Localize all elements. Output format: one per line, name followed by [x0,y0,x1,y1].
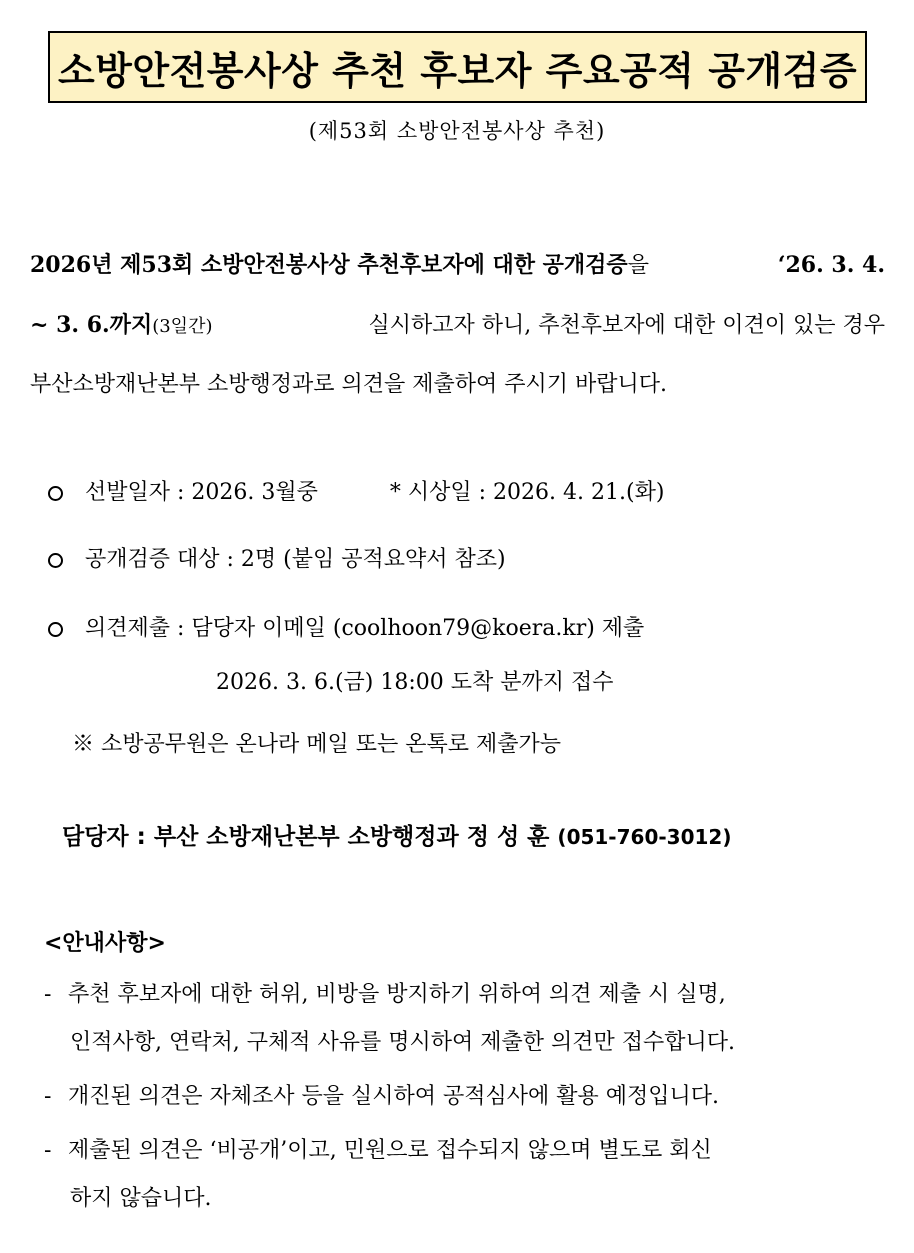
selection-item [48,478,664,508]
intro-end-date: ~ 3. 6.까지 [30,312,153,338]
intro-line1-rest: 을 [627,253,649,278]
intro-line2-text: 실시하고자 하니, 추천후보자에 대한 이견이 있는 경우 [368,313,885,338]
bullet-circle-icon [48,553,63,568]
intro-line-2 [30,310,885,342]
page-title: 소방안전봉사상 추천 후보자 주요공적 공개검증 [57,48,858,93]
title-box [48,31,867,103]
dash-icon: - [44,1084,52,1109]
target-item [48,545,506,575]
page-subtitle: (제53회 소방안전봉사상 추천) [308,119,606,143]
intro-line2-period [30,310,212,342]
intro-start-date: ‘26. 3. 4. [777,252,885,278]
notice-item-3 [44,1136,712,1166]
bullet-circle-icon [48,622,63,637]
intro-line1-main [30,250,649,281]
dash-icon: - [44,1138,52,1163]
selection-date: 선발일자 : 2026. 3월중 [85,480,318,505]
ceremony-date: * 시상일 : 2026. 4. 21.(화) [389,480,665,505]
contact-info [62,818,731,851]
intro-line-1 [30,250,885,281]
bullet-circle-icon [48,486,63,501]
contact-label: 담당자 : 부산 소방재난본부 소방행정과 정 성 훈 [62,824,550,850]
notice-item-2 [44,1082,719,1112]
notice-item1-line1: 추천 후보자에 대한 허위, 비방을 방지하기 위하여 의견 제출 시 실명, [68,982,726,1007]
notice-item3-line2: 하지 않습니다. [70,1186,212,1211]
notice-item-1 [44,980,726,1010]
dash-icon: - [44,982,52,1007]
intro-days: (3일간) [152,316,213,337]
email-note: ※ 소방공무원은 온나라 메일 또는 온톡로 제출가능 [72,732,562,757]
notice-item3-line1: 제출된 의견은 ‘비공개’이고, 민원으로 접수되지 않으며 별도로 회신 [68,1138,712,1163]
intro-line-3: 부산소방재난본부 소방행정과로 의견을 제출하여 주시기 바랍니다. [30,372,668,397]
submission-item [48,614,644,644]
submission-text: 의견제출 : 담당자 이메일 (coolhoon79@koera.kr) 제출 [85,616,645,641]
contact-phone: (051-760-3012) [557,825,732,849]
notice-item1-line2: 인적사항, 연락처, 구체적 사유를 명시하여 제출한 의견만 접수합니다. [70,1030,735,1055]
deadline-text: 2026. 3. 6.(금) 18:00 도착 분까지 접수 [216,670,614,695]
notice-item2-text: 개진된 의견은 자체조사 등을 실시하여 공적심사에 활용 예정입니다. [68,1084,720,1109]
notice-heading: <안내사항> [44,931,166,956]
intro-line1-bold: 2026년 제53회 소방안전봉사상 추천후보자에 대한 공개검증 [30,252,628,278]
target-text: 공개검증 대상 : 2명 (붙임 공적요약서 참조) [85,547,506,572]
